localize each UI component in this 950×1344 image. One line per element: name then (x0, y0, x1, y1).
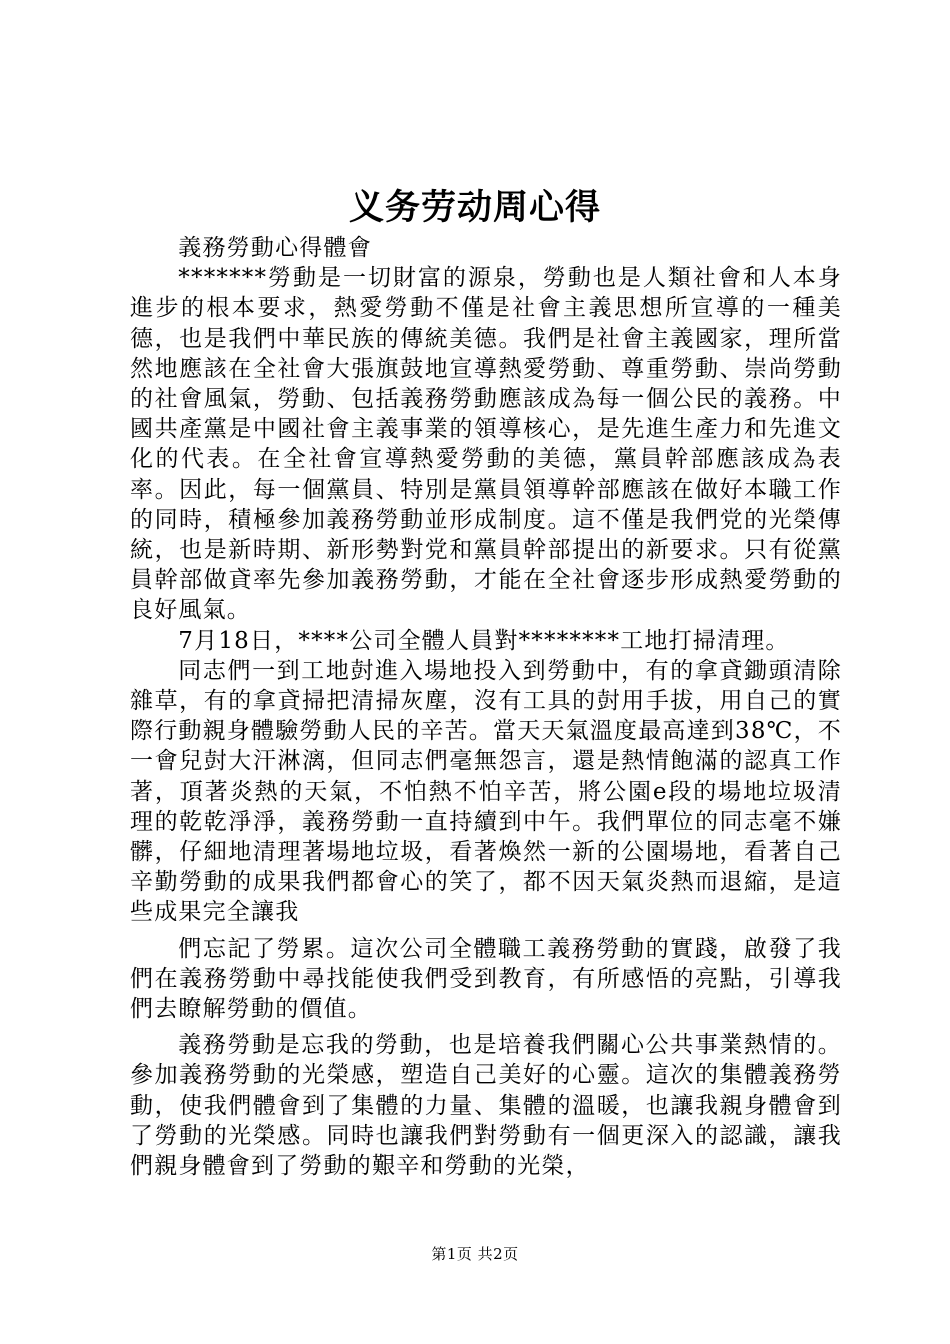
body-paragraph: *******勞動是一切財富的源泉，勞動也是人類社會和人本身進步的根本要求，熱愛勞動不僅是社會主義思想所宣導的一種美德，也是我們中華民族的傳統美德。我們是社會主義國家，理所當然地應該在全社會大張旗鼓地宣導熱愛勞動、尊重勞動、崇尚勞動的社會風氣，勞動、包括義務勞動應該成為每一個公民的義務。中國共產黨是中國社會主義事業的領導核心，是先進生產力和先進文化的代表。在全社會宣導熱愛勞動的美德，黨員幹部應該成為表率。因此，每一個黨員、特別是黨員領導幹部應該在做好本職工作的同時，積極參加義務勞動並形成制度。這不僅是我們党的光榮傳統，也是新時期、新形勢對党和黨員幹部提出的新要求。只有從黨員幹部做貣率先參加義務勞動，才能在全社會逐步形成熱愛勞動的良好風氣。 (130, 265, 842, 624)
body-paragraph: 7月18日，****公司全體人員對********工地打掃清理。 (178, 627, 790, 654)
body-paragraph: 們忘記了勞累。這次公司全體職工義務勞動的實踐，啟發了我們在義務勞動中尋找能使我們受到教育，有所感悟的亮點，引導我們去瞭解勞動的價值。 (130, 935, 842, 1023)
document-title: 义务劳动周心得 (348, 187, 601, 228)
document-body (130, 233, 842, 1181)
body-paragraph-heading: 義務勞動心得體會 (178, 235, 372, 261)
page-number-footer: 第1页 共2页 (431, 1245, 519, 1263)
body-paragraph: 同志們一到工地尌進入場地投入到勞動中，有的拿貣鋤頭清除雜草，有的拿貣掃把清掃灰塵，沒有工具的尌用手拔，用自己的實際行動親身體驗勞動人民的辛苦。當天天氣溫度最高達到38℃，不一會兒尌大汗淋漓，但同志們毫無怨言，還是熱情飽滿的認真工作著，頂著炎熱的天氣，不怕熱不怕辛苦，將公園e段的場地垃圾清理的乾乾淨淨，義務勞動一直持續到中午。我們單位的同志毫不嫌髒，仔細地清理著場地垃圾，看著煥然一新的公園場地，看著自己辛勤勞動的成果我們都會心的笑了，都不因天氣炎熱而退縮，是這些成果完全讓我 (130, 657, 842, 926)
body-paragraph: 義務勞動是忘我的勞動，也是培養我們關心公共事業熱情的。參加義務勞動的光榮感，塑造自己美好的心靈。這次的集體義務勞動，使我們體會到了集體的力量、集體的溫暖，也讓我親身體會到了勞動的光榮感。同時也讓我們對勞動有一個更深入的認識，讓我們親身體會到了勞動的艱辛和勞動的光榮， (130, 1032, 842, 1180)
